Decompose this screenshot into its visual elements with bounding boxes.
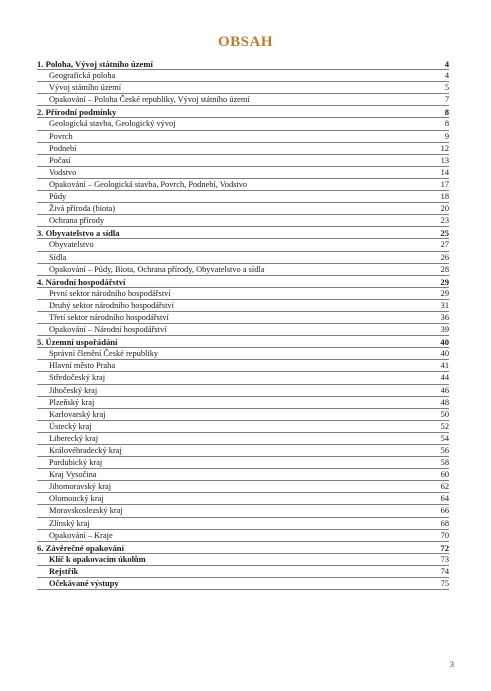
- toc-entry-label: Počasí: [49, 155, 71, 165]
- toc-entry[interactable]: [37, 118, 449, 130]
- toc-entry-label: 3. Obyvatelstvo a sídla: [37, 228, 120, 239]
- toc-entry-label: Geologická stavba, Geologický vývoj: [49, 119, 176, 129]
- toc-entry[interactable]: [37, 397, 449, 409]
- toc-entry-page: 12: [440, 143, 449, 153]
- toc-entry-page: 36: [440, 312, 449, 322]
- toc-entry[interactable]: [37, 469, 449, 481]
- toc-entry[interactable]: [37, 70, 449, 82]
- toc-entry[interactable]: [37, 445, 449, 457]
- toc-entry-label: Jihočeský kraj: [49, 385, 98, 395]
- toc-entry-label: Ústecký kraj: [49, 421, 92, 431]
- toc-entry-label: Půdy: [49, 192, 67, 202]
- toc-entry[interactable]: [37, 409, 449, 421]
- toc-section-entry[interactable]: [37, 106, 449, 118]
- toc-entry-label: Opakování – Kraje: [49, 530, 113, 540]
- toc-entry-label: Povrch: [49, 131, 73, 141]
- toc-entry-page: 39: [440, 325, 449, 335]
- toc-entry-page: 52: [440, 421, 449, 431]
- toc-entry-page: 64: [440, 494, 449, 504]
- toc-entry-label: Zlínský kraj: [49, 518, 90, 528]
- toc-section-entry[interactable]: [37, 227, 449, 239]
- toc-entry-label: Obyvatelstvo: [49, 240, 94, 250]
- toc-entry-label: Jihomoravský kraj: [49, 482, 112, 492]
- toc-entry-page: 4: [444, 59, 449, 69]
- toc-entry-label: Plzeňský kraj: [49, 397, 95, 407]
- toc-entry-page: 17: [440, 179, 449, 189]
- toc-entry-page: 56: [440, 446, 449, 455]
- toc-entry-page: 7: [444, 95, 449, 105]
- toc-entry-label: Vývoj státního území: [49, 83, 122, 93]
- toc-entry-label: Třetí sektor národního hospodářství: [49, 312, 169, 322]
- toc-entry-page: 75: [440, 579, 449, 589]
- toc-entry-page: 26: [440, 252, 449, 262]
- toc-section-entry[interactable]: [37, 336, 449, 348]
- toc-entry-page: 29: [440, 276, 449, 287]
- table-of-contents: [37, 58, 449, 590]
- toc-entry-label: Středočeský kraj: [49, 373, 106, 383]
- toc-entry-label: Klíč k opakovacím úkolům: [49, 554, 146, 564]
- page-number: 3: [449, 659, 454, 669]
- toc-entry-page: 40: [440, 337, 449, 348]
- toc-entry[interactable]: [37, 554, 449, 566]
- toc-entry-page: 44: [440, 373, 449, 383]
- toc-entry-page: 60: [440, 470, 449, 480]
- toc-entry[interactable]: [37, 239, 449, 251]
- toc-entry-page: 27: [440, 240, 449, 250]
- toc-entry-label: Karlovarský kraj: [49, 409, 106, 419]
- toc-entry[interactable]: [37, 433, 449, 445]
- toc-entry-label: Hlavní město Praha: [49, 361, 116, 371]
- toc-entry[interactable]: [37, 505, 449, 517]
- toc-entry[interactable]: [37, 312, 449, 324]
- toc-entry-page: 8: [444, 107, 449, 118]
- toc-entry-page: 23: [440, 216, 449, 226]
- toc-entry[interactable]: [37, 288, 449, 300]
- toc-entry[interactable]: [37, 457, 449, 469]
- toc-entry-label: Olomoucký kraj: [49, 494, 104, 504]
- toc-entry[interactable]: [37, 493, 449, 505]
- toc-entry[interactable]: [37, 421, 449, 433]
- toc-entry[interactable]: [37, 481, 449, 493]
- toc-entry[interactable]: [37, 179, 449, 191]
- toc-entry-page: 40: [440, 349, 449, 359]
- toc-entry[interactable]: [37, 94, 449, 106]
- toc-entry[interactable]: [37, 348, 449, 360]
- toc-entry-label: Živá příroda (biota): [49, 204, 116, 214]
- toc-entry[interactable]: [37, 372, 449, 384]
- toc-entry-page: 18: [440, 192, 449, 202]
- toc-entry-page: 66: [440, 506, 449, 516]
- toc-section-entry[interactable]: [37, 276, 449, 288]
- toc-entry-label: Ochrana přírody: [49, 216, 105, 226]
- toc-entry-page: 46: [440, 385, 449, 395]
- toc-entry-page: 20: [440, 204, 449, 214]
- toc-entry-page: 29: [440, 288, 449, 298]
- toc-entry[interactable]: [37, 566, 449, 578]
- toc-entry[interactable]: [37, 143, 449, 155]
- toc-entry-page: 72: [440, 542, 449, 553]
- toc-entry-page: 14: [440, 167, 449, 177]
- toc-entry-label: Rejstřík: [49, 566, 79, 576]
- toc-entry-label: 2. Přírodní podmínky: [37, 107, 117, 118]
- toc-entry-page: 41: [440, 361, 449, 371]
- toc-entry-label: Opakování – Poloha České republiky, Vývoj státního území: [49, 95, 250, 105]
- toc-entry-label: Pardubický kraj: [49, 458, 103, 468]
- toc-entry-page: 5: [444, 83, 449, 93]
- toc-entry[interactable]: [37, 215, 449, 227]
- toc-entry-page: 9: [444, 131, 449, 141]
- toc-entry-label: 1. Poloha, Vývoj státního území: [37, 59, 153, 69]
- toc-entry-label: Geografická poloha: [49, 71, 116, 81]
- toc-entry-label: Královéhradecký kraj: [49, 446, 122, 455]
- toc-entry-page: 68: [440, 518, 449, 528]
- toc-entry-label: Podnebí: [49, 143, 77, 153]
- toc-entry[interactable]: [37, 131, 449, 143]
- toc-entry-label: Opakování – Národní hospodářství: [49, 325, 167, 335]
- toc-entry-label: Opakování – Geologická stavba, Povrch, Podnebí, Vodstvo: [49, 179, 248, 189]
- toc-entry[interactable]: [37, 155, 449, 167]
- toc-entry-label: Očekávané výstupy: [49, 579, 119, 589]
- toc-entry-page: 28: [440, 264, 449, 274]
- toc-entry[interactable]: [37, 191, 449, 203]
- toc-entry-page: 73: [440, 554, 449, 564]
- toc-entry-label: Druhý sektor národního hospodářství: [49, 300, 174, 310]
- toc-entry-page: 62: [440, 482, 449, 492]
- toc-entry[interactable]: [37, 252, 449, 264]
- toc-entry[interactable]: [37, 264, 449, 276]
- toc-entry-page: 48: [440, 397, 449, 407]
- page-title: OBSAH: [217, 34, 273, 50]
- toc-entry-page: 70: [440, 530, 449, 540]
- toc-section-entry[interactable]: [37, 542, 449, 554]
- toc-entry-page: 74: [440, 566, 449, 576]
- toc-entry-page: 50: [440, 409, 449, 419]
- toc-entry-page: 58: [440, 458, 449, 468]
- toc-entry[interactable]: [37, 518, 449, 530]
- toc-entry[interactable]: [37, 578, 449, 590]
- toc-entry-page: 8: [444, 119, 449, 129]
- toc-entry-label: Liberecký kraj: [49, 433, 99, 443]
- toc-entry-page: 13: [440, 155, 449, 165]
- toc-entry-label: Správní členění České republiky: [49, 349, 159, 359]
- toc-entry[interactable]: [37, 360, 449, 372]
- toc-entry[interactable]: [37, 203, 449, 215]
- toc-entry-label: Opakování – Půdy, Biota, Ochrana přírody, Obyvatelstvo a sídla: [49, 264, 265, 274]
- toc-entry-page: 25: [440, 228, 449, 239]
- toc-entry-page: 4: [444, 71, 449, 81]
- toc-entry[interactable]: [37, 82, 449, 94]
- toc-section-entry[interactable]: [37, 58, 449, 70]
- toc-entry-label: Kraj Vysočina: [49, 470, 97, 480]
- toc-entry-label: 4. Národní hospodářství: [37, 276, 126, 287]
- toc-entry-label: Sídla: [49, 252, 67, 262]
- toc-entry[interactable]: [37, 385, 449, 397]
- toc-entry-label: 6. Závěrečné opakování: [37, 542, 124, 553]
- toc-entry[interactable]: [37, 530, 449, 542]
- toc-entry[interactable]: [37, 167, 449, 179]
- toc-entry-label: První sektor národního hospodářství: [49, 288, 171, 298]
- toc-entry-page: 54: [440, 433, 449, 443]
- toc-entry-label: Vodstvo: [49, 167, 77, 177]
- toc-entry[interactable]: [37, 324, 449, 336]
- toc-entry-page: 31: [440, 300, 449, 310]
- toc-entry-label: 5. Územní uspořádání: [37, 337, 118, 348]
- toc-entry[interactable]: [37, 300, 449, 312]
- toc-entry-label: Moravskoslezský kraj: [49, 506, 123, 516]
